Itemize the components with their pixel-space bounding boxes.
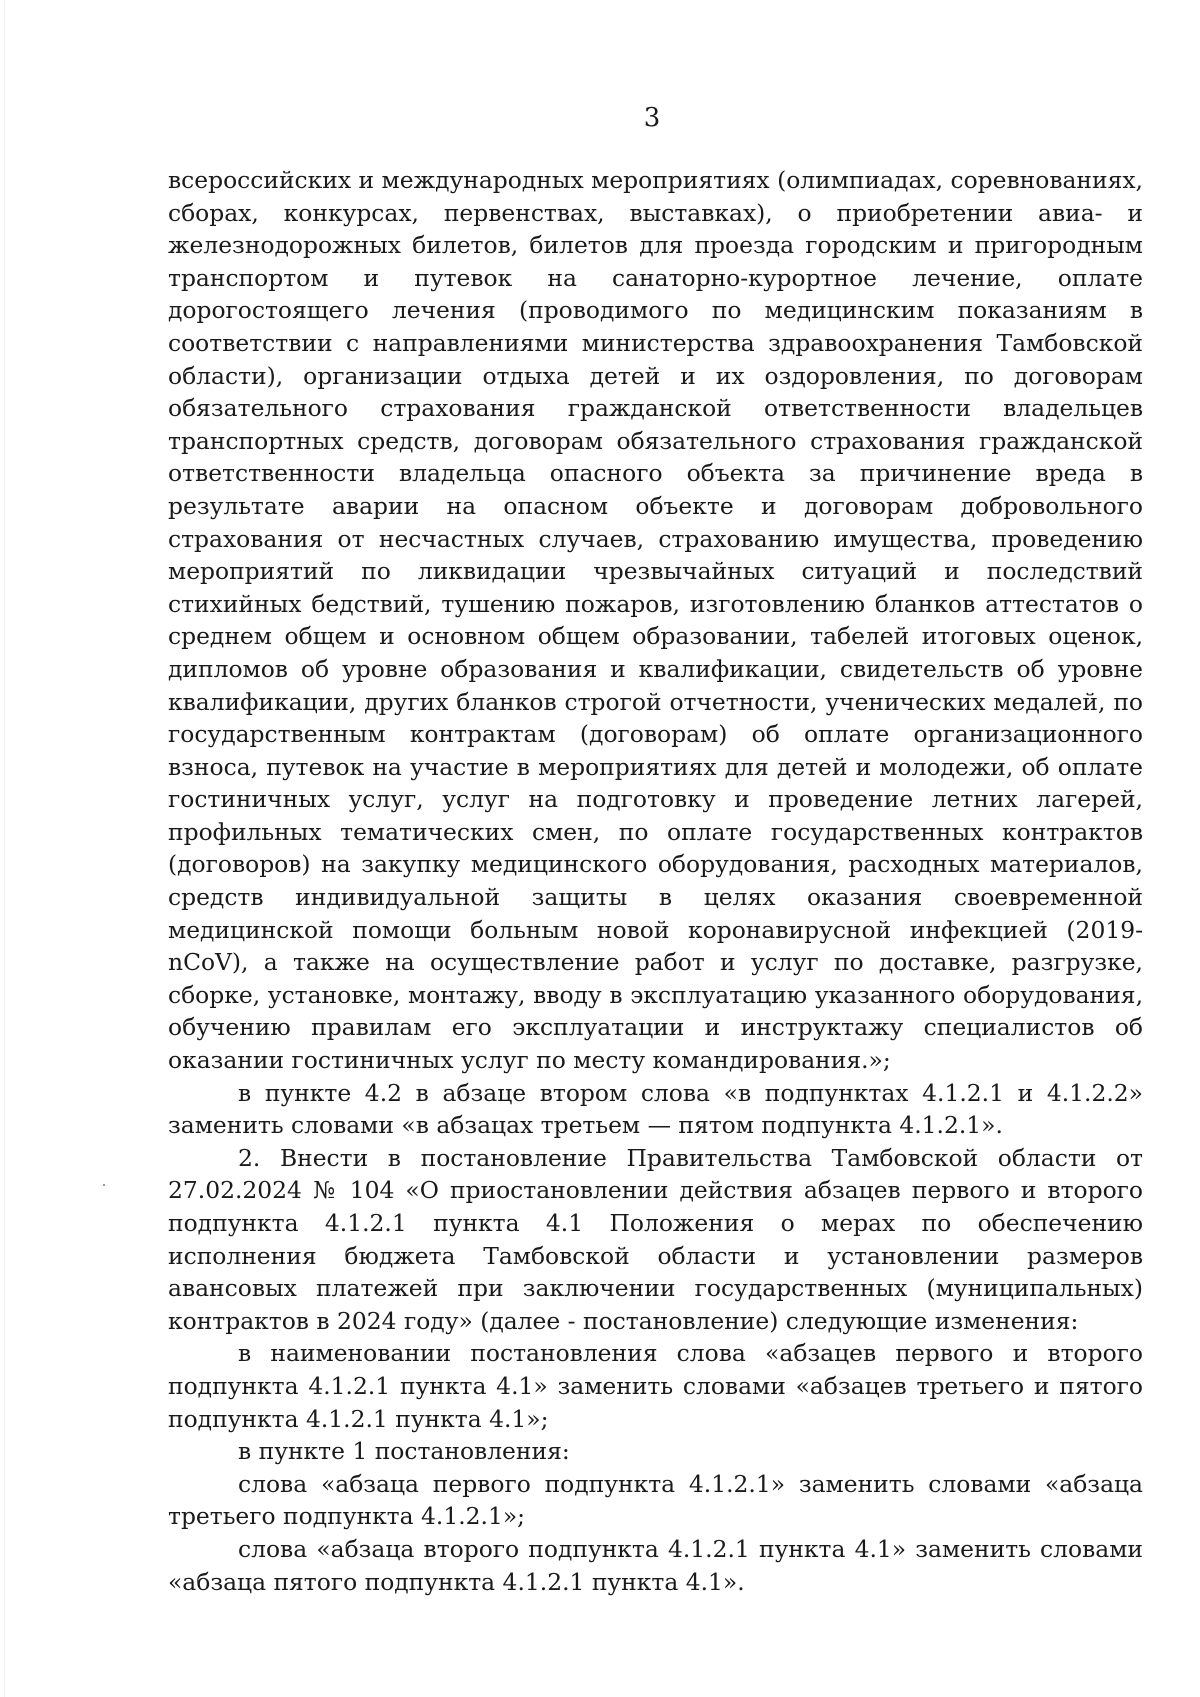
paragraph-change-second: слова «абзаца второго подпункта 4.1.2.1 пункта 4.1» заменить словами «абзаца пятого подпункта 4.1.2.1 пункта 4.1». <box>168 1534 1143 1596</box>
paragraph-title-change: в наименовании постановления слова «абзацев первого и второго подпункта 4.1.2.1 пункта 4.1» заменить словами «абзацев третьего и пятого подпункта 4.1.2.1 пункта 4.1»; <box>168 1339 1143 1433</box>
paragraph-continuation: всероссийских и международных мероприятиях (олимпиадах, соревнованиях, сборах, конкурсах, первенствах, выставках), о приобретении авиа- и железнодорожных билетов, билетов для проезда городским и пригородным транспортом и путевок на санаторно-курортное лечение, оплате дорогостоящего лечения (проводимого по медицинским показаниям в соответствии с направлениями министерства здравоохранения Тамбовской области), организации отдыха детей и их оздоровления, по договорам обязательного страхования гражданской ответственности владельцев транспортных средств, договорам обязательного страхования гражданской ответственности владельца опасного объекта за причинение вреда в результате аварии на опасном объекте и договорам добровольного страхования от несчастных случаев, страхованию имущества, проведению мероприятий по ликвидации чрезвычайных ситуаций и последствий стихийных бедствий, тушению пожаров, изготовлению бланков аттестатов о среднем общем и основном общем образовании, табелей итоговых оценок, дипломов об уровне образования и квалификации, свидетельств об уровне квалификации, других бланков строгой отчетности, ученических медалей, по государственным контрактам (договорам) об оплате организационного взноса, путевок на участие в мероприятиях для детей и молодежи, об оплате гостиничных услуг, услуг на подготовку и проведение летних лагерей, профильных тематических смен, по оплате государственных контрактов (договоров) на закупку медицинского оборудования, расходных материалов, средств индивидуальной защиты в целях оказания своевременной медицинской помощи больным новой коронавирусной инфекцией (2019-nCoV), а также на осуществление работ и услуг по доставке, разгрузке, сборке, установке, монтажу, вводу в эксплуатацию указанного оборудования, обучению правилам его эксплуатации и инструктажу специалистов об оказании гостиничных услуг по месту командирования.»; <box>168 166 1143 1075</box>
paragraph-change-first: слова «абзаца первого подпункта 4.1.2.1» заменить словами «абзаца третьего подпункта 4.1.2.1»; <box>168 1469 1143 1531</box>
page-number: 3 <box>643 103 661 133</box>
document-body <box>168 164 1143 1598</box>
scan-speck <box>103 1184 105 1186</box>
paragraph-item-1-intro: в пункте 1 постановления: <box>238 1437 570 1466</box>
scan-edge-line <box>4 0 5 1697</box>
paragraph-section-2: 2. Внести в постановление Правительства Тамбовской области от 27.02.2024 № 104 «О приостановлении действия абзацев первого и второго подпункта 4.1.2.1 пункта 4.1 Положения о мерах по обеспечению исполнения бюджета Тамбовской области и установлении размеров авансовых платежей при заключении государственных (муниципальных) контрактов в 2024 году» (далее - постановление) следующие изменения: <box>168 1143 1143 1335</box>
paragraph-item-4-2: в пункте 4.2 в абзаце втором слова «в подпунктах 4.1.2.1 и 4.1.2.2» заменить словами «в абзацах третьем — пятом подпункта 4.1.2.1». <box>168 1078 1143 1140</box>
